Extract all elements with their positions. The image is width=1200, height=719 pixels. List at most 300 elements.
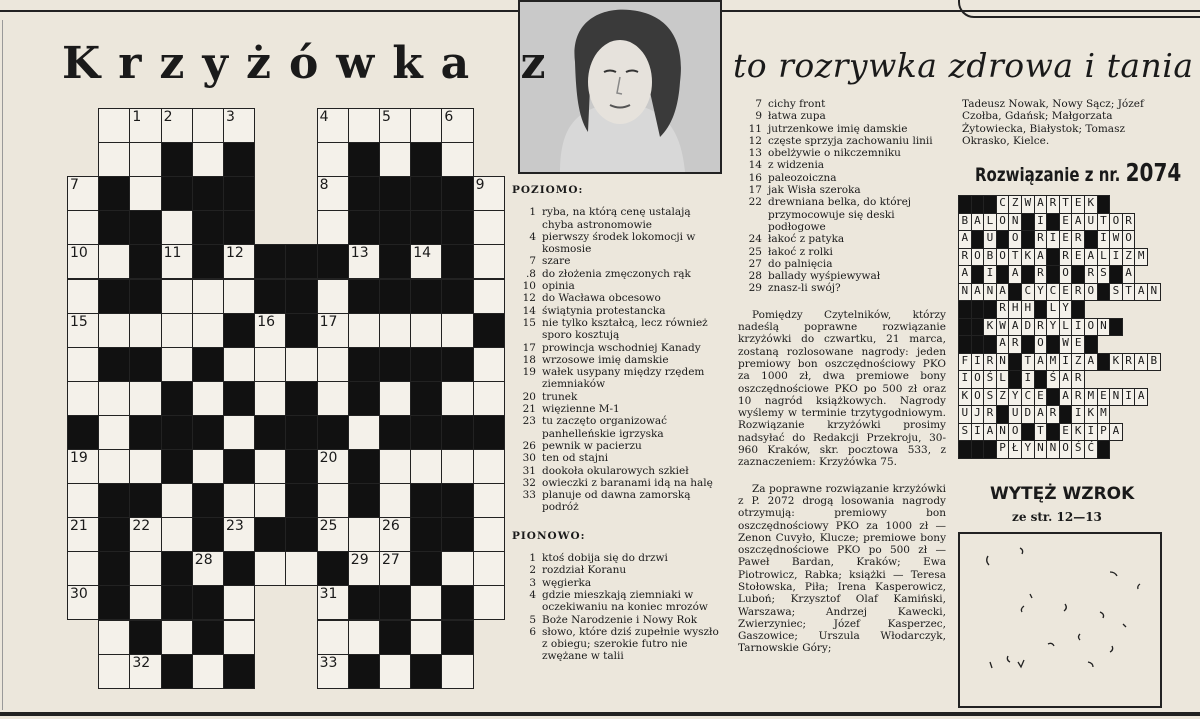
- crossword-cell[interactable]: [98, 381, 130, 416]
- crossword-cell[interactable]: [317, 176, 349, 211]
- crossword-cell[interactable]: [317, 210, 349, 245]
- solution-cell: C: [1021, 388, 1035, 407]
- solution-cell: [1021, 230, 1035, 249]
- clue-number: 3: [529, 576, 536, 589]
- crossword-cell[interactable]: [410, 449, 442, 484]
- clue-text: ryba, na którą cenę ustalają chyba astronomowie: [542, 206, 691, 231]
- solution-cell: R: [1034, 230, 1048, 249]
- crossword-cell-number: 6: [444, 109, 454, 125]
- crossword-cell[interactable]: [441, 654, 473, 689]
- solution-cell: N: [1147, 283, 1161, 302]
- crossword-cell[interactable]: [473, 483, 505, 518]
- solution-cell: Y: [1008, 388, 1022, 407]
- crossword-black-cell: [223, 142, 255, 177]
- crossword-cell[interactable]: [473, 585, 505, 620]
- solution-cell: I: [971, 353, 985, 372]
- clue-item: [512, 626, 720, 663]
- solution-cell: C: [1021, 283, 1035, 302]
- solution-title: [975, 157, 1181, 187]
- crossword-cell-number: 29: [350, 552, 369, 569]
- clue-text: planuje od dawna zamorską podróż: [542, 489, 691, 514]
- crossword-black-cell: [410, 483, 442, 518]
- clue-item: [512, 440, 720, 452]
- crossword-cell[interactable]: [161, 279, 193, 314]
- crossword-cell[interactable]: [348, 517, 380, 552]
- crossword-cell-number: 10: [70, 245, 88, 262]
- solution-cell: A: [1034, 353, 1048, 372]
- solution-cell: L: [1046, 300, 1060, 319]
- solution-cell: I: [1071, 318, 1085, 337]
- crossword-black-cell: [129, 279, 161, 314]
- crossword-cell[interactable]: [67, 483, 99, 518]
- crossword-cell[interactable]: [317, 313, 349, 348]
- crossword-black-cell: [129, 483, 161, 518]
- clue-number: 25: [748, 245, 762, 258]
- clue-text: paleozoiczna: [768, 171, 837, 184]
- crossword-cell[interactable]: [379, 483, 411, 518]
- crossword-cell[interactable]: [98, 108, 130, 143]
- clue-number: 26: [522, 439, 536, 452]
- crossword-cell[interactable]: [67, 279, 99, 314]
- clue-number: 29: [748, 282, 762, 295]
- crossword-cell[interactable]: [379, 108, 411, 143]
- crossword-cell[interactable]: [348, 313, 380, 348]
- crossword-cell-number: 15: [70, 313, 88, 330]
- crossword-black-cell: [98, 176, 130, 211]
- crossword-cell[interactable]: [223, 244, 255, 279]
- crossword-cell-number: 8: [319, 177, 329, 194]
- clue-text: ballady wyśpiewywał: [768, 270, 881, 283]
- crossword-cell[interactable]: [410, 313, 442, 348]
- clue-text: łatwa zupa: [768, 110, 826, 123]
- solution-cell: N: [1034, 440, 1048, 459]
- solution-cell: Z: [1122, 248, 1136, 267]
- crossword-cell[interactable]: [192, 142, 224, 177]
- crossword-black-cell: [285, 244, 317, 279]
- crossword-cell-number: 17: [319, 313, 338, 330]
- crossword-cell[interactable]: [348, 244, 380, 279]
- solution-cell: A: [958, 265, 972, 284]
- crossword-cell-number: 3: [226, 109, 235, 125]
- solution-cell: A: [958, 230, 972, 249]
- clue-item: [738, 110, 946, 122]
- clue-item: [738, 98, 946, 110]
- crossword-cell[interactable]: [192, 313, 224, 348]
- crossword-cell[interactable]: [192, 108, 224, 143]
- crossword-cell[interactable]: [67, 313, 99, 348]
- crossword-cell[interactable]: [129, 551, 161, 586]
- crossword-black-cell: [254, 415, 286, 450]
- clue-item: [512, 268, 720, 280]
- solution-cell: B: [983, 248, 997, 267]
- crossword-cell[interactable]: [98, 449, 130, 484]
- crossword-black-cell: [161, 381, 193, 416]
- clue-number: 1: [529, 206, 536, 219]
- clue-item: [512, 403, 720, 415]
- clue-text: trunek: [542, 390, 578, 403]
- solution-cell: [971, 318, 985, 337]
- solution-cell: [983, 335, 997, 354]
- clue-text: jak Wisła szeroka: [768, 184, 861, 197]
- crossword-cell[interactable]: [317, 142, 349, 177]
- crossword-cell[interactable]: [473, 176, 505, 211]
- solution-cell: C: [1046, 283, 1060, 302]
- crossword-cell[interactable]: [67, 551, 99, 586]
- crossword-cell[interactable]: [67, 585, 99, 620]
- crossword-cell[interactable]: [379, 142, 411, 177]
- solution-cell: U: [983, 230, 997, 249]
- crossword-cell[interactable]: [379, 517, 411, 552]
- crossword-cell[interactable]: [254, 381, 286, 416]
- solution-cell: [958, 318, 972, 337]
- crossword-cell[interactable]: [441, 142, 473, 177]
- solution-cell: O: [996, 248, 1010, 267]
- clue-text: ktoś dobija się do drzwi: [542, 552, 668, 565]
- crossword-cell[interactable]: [254, 449, 286, 484]
- solution-cell: A: [1084, 248, 1098, 267]
- solution-cell: [1046, 213, 1060, 232]
- crossword-cell[interactable]: [192, 449, 224, 484]
- solution-cell: W: [1059, 335, 1073, 354]
- crossword-cell[interactable]: [441, 551, 473, 586]
- solution-cell: [983, 195, 997, 214]
- solution-cell: [971, 265, 985, 284]
- crossword-cell[interactable]: [317, 449, 349, 484]
- solution-cell: [1097, 440, 1111, 459]
- crossword-cell[interactable]: [67, 449, 99, 484]
- solution-cell: E: [1059, 213, 1073, 232]
- crossword-cell[interactable]: [223, 108, 255, 143]
- solution-cell: E: [1097, 388, 1111, 407]
- page-subtitle: to rozrywka zdrowa i tania: [733, 46, 1194, 85]
- solution-cell: [1084, 335, 1098, 354]
- crossword-cell[interactable]: [223, 585, 255, 620]
- solution-cell: S: [1097, 265, 1111, 284]
- solution-cell: I: [1122, 388, 1136, 407]
- clue-text: cichy front: [768, 98, 826, 110]
- crossword-cell[interactable]: [223, 620, 255, 655]
- clue-text: owieczki z baranami idą na halę: [542, 476, 713, 489]
- crossword-cell[interactable]: [223, 483, 255, 518]
- solution-cell: O: [1084, 283, 1098, 302]
- clue-number: 15: [522, 316, 536, 329]
- crossword-cell[interactable]: [98, 415, 130, 450]
- crossword-black-cell: [317, 551, 349, 586]
- solution-cell: A: [1059, 388, 1073, 407]
- crossword-cell[interactable]: [379, 449, 411, 484]
- solution-cell: W: [1021, 195, 1035, 214]
- crossword-cell[interactable]: [98, 142, 130, 177]
- solution-cell: K: [1021, 248, 1035, 267]
- solution-cell: K: [1084, 195, 1098, 214]
- crossword-cell-number: 4: [319, 109, 329, 125]
- crossword-cell[interactable]: [223, 517, 255, 552]
- crossword-black-cell: [379, 176, 411, 211]
- crossword-cell[interactable]: [441, 108, 473, 143]
- crossword-cell[interactable]: [161, 244, 193, 279]
- solution-cell: O: [996, 213, 1010, 232]
- clue-number: 6: [529, 625, 536, 638]
- solution-cell: [1021, 265, 1035, 284]
- clue-text: węgierka: [542, 576, 592, 589]
- solution-cell: I: [958, 370, 972, 389]
- clue-text: słowo, które dziś zupełnie wyszło z obiegu; szerokie futro nie zwężane w talii: [542, 625, 719, 663]
- crossword-black-cell: [379, 620, 411, 655]
- crossword-cell[interactable]: [129, 108, 161, 143]
- clue-number: 20: [522, 390, 536, 403]
- crossword-black-cell: [441, 585, 473, 620]
- clue-number: 18: [522, 353, 536, 366]
- crossword-cell[interactable]: [379, 381, 411, 416]
- clue-number: 2: [529, 564, 536, 577]
- clue-number: 13: [748, 147, 762, 160]
- crossword-cell[interactable]: [223, 347, 255, 382]
- crossword-cell[interactable]: [98, 620, 130, 655]
- crossword-cell[interactable]: [254, 551, 286, 586]
- crossword-cell[interactable]: [317, 108, 349, 143]
- crossword-cell[interactable]: [473, 244, 505, 279]
- page-edge-line: [2, 20, 3, 710]
- pionowo-heading: PIONOWO:: [512, 529, 586, 542]
- crossword-cell[interactable]: [129, 313, 161, 348]
- crossword-black-cell: [98, 517, 130, 552]
- crossword-cell[interactable]: [473, 551, 505, 586]
- crossword-cell-number: 1: [132, 109, 142, 125]
- solution-cell: [1008, 353, 1022, 372]
- crossword-black-cell: [254, 517, 286, 552]
- crossword-cell[interactable]: [129, 142, 161, 177]
- crossword-cell[interactable]: [161, 347, 193, 382]
- solution-cell: U: [958, 405, 972, 424]
- solution-cell: C: [996, 195, 1010, 214]
- crossword-cell[interactable]: [348, 620, 380, 655]
- clue-text: opinia: [542, 280, 575, 293]
- crossword-cell[interactable]: [192, 654, 224, 689]
- clues-column-2: [738, 98, 946, 655]
- crossword-cell[interactable]: [223, 279, 255, 314]
- crossword-cell[interactable]: [473, 517, 505, 552]
- clue-text: z widzenia: [768, 159, 825, 172]
- crossword-cell[interactable]: [161, 313, 193, 348]
- crossword-black-cell: [441, 244, 473, 279]
- crossword-cell[interactable]: [192, 381, 224, 416]
- crossword-cell-number: 33: [319, 654, 338, 671]
- clue-item: [738, 282, 946, 294]
- crossword-black-cell: [98, 347, 130, 382]
- crossword-cell[interactable]: [161, 210, 193, 245]
- solution-cell: [1021, 423, 1035, 442]
- solution-cell: E: [1059, 423, 1073, 442]
- solution-cell: O: [1008, 423, 1022, 442]
- crossword-cell[interactable]: [67, 244, 99, 279]
- crossword-cell[interactable]: [473, 381, 505, 416]
- crossword-cell[interactable]: [285, 347, 317, 382]
- solution-cell: S: [1109, 283, 1123, 302]
- crossword-cell[interactable]: [441, 449, 473, 484]
- crossword-cell-number: 30: [70, 586, 88, 603]
- solution-cell: [958, 300, 972, 319]
- crossword-black-cell: [348, 585, 380, 620]
- solution-cell: L: [996, 370, 1010, 389]
- clue-text: do palnięcia: [768, 257, 833, 270]
- crossword-black-cell: [223, 381, 255, 416]
- solution-cell: E: [1071, 335, 1085, 354]
- crossword-cell[interactable]: [317, 517, 349, 552]
- crossword-black-cell: [129, 210, 161, 245]
- clue-number: 1: [529, 552, 536, 565]
- crossword-black-cell: [223, 654, 255, 689]
- clue-number: 14: [748, 159, 762, 172]
- solution-cell: [1034, 300, 1048, 319]
- crossword-cell[interactable]: [441, 313, 473, 348]
- crossword-black-cell: [441, 210, 473, 245]
- crossword-cell[interactable]: [348, 415, 380, 450]
- crossword-cell[interactable]: [67, 347, 99, 382]
- crossword-cell[interactable]: [441, 381, 473, 416]
- crossword-cell[interactable]: [317, 381, 349, 416]
- solution-cell: M: [1046, 353, 1060, 372]
- solution-cell: M: [1097, 405, 1111, 424]
- page-title: Krzyżówka z: [62, 38, 564, 89]
- crossword-cell[interactable]: [285, 551, 317, 586]
- wytez-wzrok-subtitle: ze str. 12—13: [1012, 510, 1102, 524]
- solution-cell: O: [1059, 265, 1073, 284]
- clue-number: 17: [522, 341, 536, 354]
- crossword-cell[interactable]: [98, 244, 130, 279]
- clue-text: nie tylko kształcą, lecz również sporo kosztują: [542, 316, 708, 342]
- solution-cell: K: [1109, 353, 1123, 372]
- solution-cell: T: [1122, 283, 1136, 302]
- solution-cell: [1046, 388, 1060, 407]
- clue-item: [738, 123, 946, 135]
- crossword-cell[interactable]: [410, 620, 442, 655]
- crossword-cell-number: 31: [319, 586, 338, 603]
- clue-item: [738, 159, 946, 171]
- clue-number: 23: [522, 415, 536, 428]
- crossword-cell[interactable]: [129, 585, 161, 620]
- clue-text: pierwszy środek lokomocji w kosmosie: [542, 230, 696, 256]
- crossword-cell[interactable]: [161, 483, 193, 518]
- crossword-cell[interactable]: [348, 551, 380, 586]
- crossword-cell[interactable]: [410, 244, 442, 279]
- clue-item: [512, 589, 720, 614]
- crossword-cell[interactable]: [317, 654, 349, 689]
- solution-cell: R: [1046, 405, 1060, 424]
- solution-cell: R: [983, 353, 997, 372]
- crossword-cell[interactable]: [317, 483, 349, 518]
- crossword-cell[interactable]: [67, 517, 99, 552]
- crossword-cell[interactable]: [161, 108, 193, 143]
- solution-cell: F: [958, 353, 972, 372]
- crossword-cell[interactable]: [473, 279, 505, 314]
- crossword-cell[interactable]: [379, 551, 411, 586]
- crossword-cell[interactable]: [317, 620, 349, 655]
- crossword-cell[interactable]: [317, 585, 349, 620]
- clue-number: 32: [522, 476, 536, 489]
- crossword-cell[interactable]: [129, 176, 161, 211]
- crossword-cell[interactable]: [67, 381, 99, 416]
- solution-cell: A: [1134, 353, 1148, 372]
- crossword-cell[interactable]: [129, 654, 161, 689]
- solution-cell: I: [983, 265, 997, 284]
- crossword-cell[interactable]: [379, 654, 411, 689]
- solution-cell: E: [1059, 283, 1073, 302]
- crossword-cell[interactable]: [473, 449, 505, 484]
- crossword-black-cell: [192, 483, 224, 518]
- crossword-cell[interactable]: [410, 108, 442, 143]
- crossword-black-cell: [441, 279, 473, 314]
- crossword-cell[interactable]: [98, 654, 130, 689]
- crossword-cell[interactable]: [67, 176, 99, 211]
- clue-number: 5: [529, 613, 536, 626]
- clue-text: rozdział Koranu: [542, 564, 627, 577]
- solution-cell: I: [1059, 353, 1073, 372]
- crossword-black-cell: [129, 620, 161, 655]
- crossword-cell[interactable]: [129, 381, 161, 416]
- crossword-cell[interactable]: [161, 517, 193, 552]
- crossword-cell[interactable]: [410, 585, 442, 620]
- crossword-cell[interactable]: [473, 210, 505, 245]
- solution-cell: S: [983, 388, 997, 407]
- crossword-cell[interactable]: [129, 517, 161, 552]
- crossword-cell[interactable]: [317, 347, 349, 382]
- crossword-cell[interactable]: [379, 313, 411, 348]
- crossword-black-cell: [192, 415, 224, 450]
- crossword-black-cell: [348, 654, 380, 689]
- solution-cell: Ł: [1008, 440, 1022, 459]
- crossword-black-cell: [348, 381, 380, 416]
- solution-cell: [1097, 195, 1111, 214]
- solution-cell: O: [971, 248, 985, 267]
- solution-cell: I: [1109, 248, 1123, 267]
- crossword-black-cell: [161, 449, 193, 484]
- crossword-black-cell: [410, 551, 442, 586]
- solution-cell: N: [1109, 388, 1123, 407]
- crossword-cell-number: 13: [350, 245, 369, 262]
- crossword-cell[interactable]: [317, 279, 349, 314]
- solution-cell: [971, 195, 985, 214]
- clue-number: 24: [748, 233, 762, 246]
- crossword-cell[interactable]: [254, 313, 286, 348]
- solution-cell: M: [1084, 388, 1098, 407]
- solution-cell: A: [1122, 265, 1136, 284]
- crossword-cell[interactable]: [223, 415, 255, 450]
- solution-cell: Y: [1046, 318, 1060, 337]
- crossword-cell[interactable]: [254, 483, 286, 518]
- crossword-cell[interactable]: [192, 279, 224, 314]
- solution-cell: [1109, 318, 1123, 337]
- clue-text: do złożenia zmęczonych rąk: [542, 267, 691, 280]
- crossword-cell[interactable]: [98, 313, 130, 348]
- crossword-cell-number: 21: [70, 518, 88, 535]
- clue-text: świątynia protestancka: [542, 304, 666, 317]
- crossword-cell[interactable]: [67, 210, 99, 245]
- crossword-cell[interactable]: [129, 449, 161, 484]
- crossword-black-cell: [192, 620, 224, 655]
- crossword-black-cell: [285, 279, 317, 314]
- crossword-black-cell: [410, 176, 442, 211]
- crossword-cell[interactable]: [254, 347, 286, 382]
- clue-number: 7: [529, 255, 536, 268]
- crossword-cell[interactable]: [348, 108, 380, 143]
- crossword-cell[interactable]: [161, 620, 193, 655]
- crossword-cell[interactable]: [192, 551, 224, 586]
- solution-cell: K: [1084, 405, 1098, 424]
- solution-cell: R: [1008, 335, 1022, 354]
- crossword-cell[interactable]: [473, 347, 505, 382]
- solution-cell: B: [1147, 353, 1161, 372]
- wytez-wzrok-marks: [960, 534, 1160, 706]
